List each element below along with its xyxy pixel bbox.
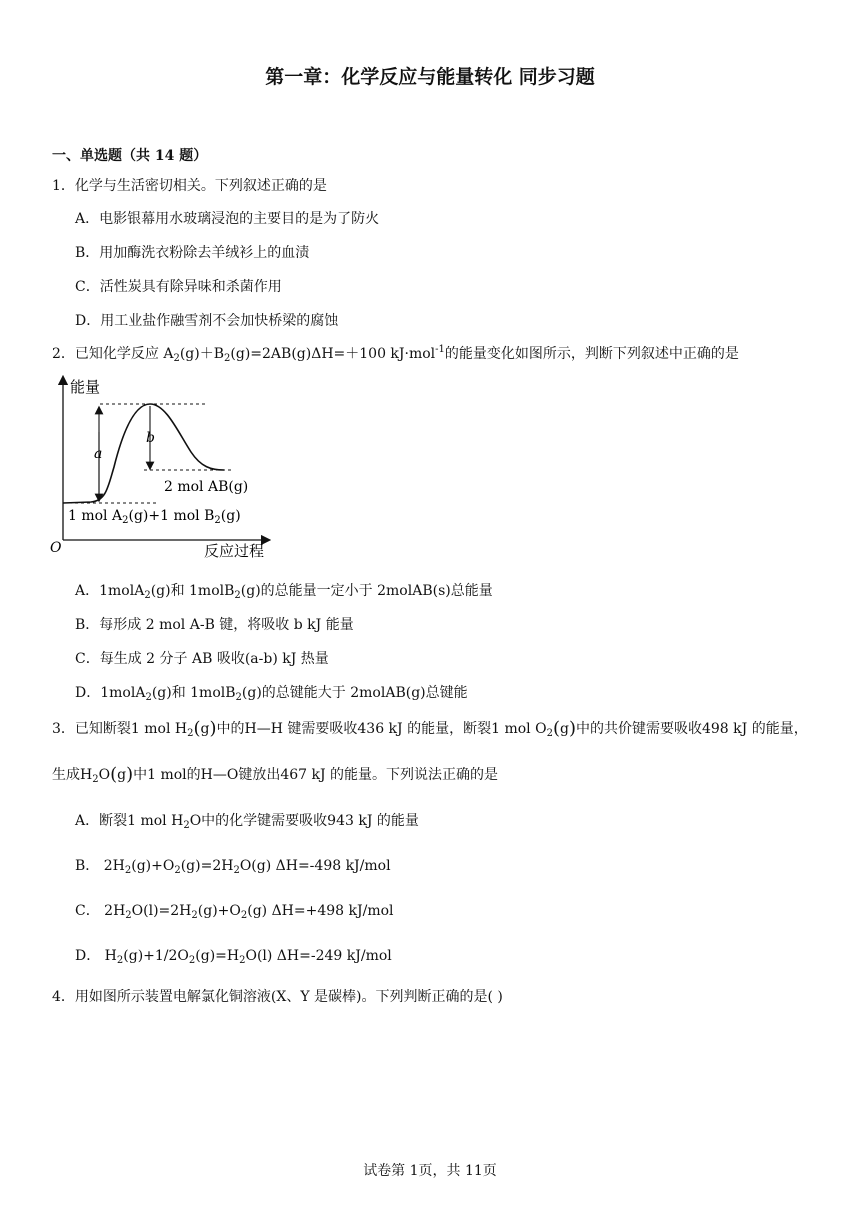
- energy-diagram: [46, 372, 276, 562]
- question-2-stem: 2．已知化学反应 $A_2(g)+B_2(g)=2AB(g)\Delta H=+100$ kJ·mol$^{-1}$的能量变化如图所示，判断下列叙述中正确的是: [52, 344, 739, 364]
- question-1-stem: 1．化学与生活密切相关。下列叙述正确的是: [52, 178, 327, 194]
- question-3-stem-line-1: 3．已知断裂1 mol $H_2(g)$中的H—H 键需要吸收436 kJ 的能量，断裂1 mol $O_2(g)$中的共价键需要吸收498 kJ 的能量，: [52, 718, 808, 739]
- question-2-option-b: B．每形成 2 mol A-B 键，将吸收 b kJ 能量: [75, 617, 354, 633]
- question-1-option-c: C．活性炭具有除异味和杀菌作用: [75, 279, 282, 295]
- page-footer: 试卷第 1页，共 11页: [363, 1163, 497, 1179]
- question-3-option-c: C． $2H_2O(l)=2H_2(g)+O_2(g)$ ΔH=+498 kJ/mol: [75, 903, 394, 921]
- question-2-option-a: A．1molA$_2$(g)和 1molB$_2$(g)的总能量一定小于 2molAB(s)总能量: [75, 583, 493, 601]
- origin-label: O: [50, 540, 62, 556]
- page-title: 第一章：化学反应与能量转化 同步习题: [265, 66, 595, 88]
- y-axis-label: 能量: [70, 378, 101, 396]
- question-4-stem: 4．用如图所示装置电解氯化铜溶液(X、Y 是碳棒)。下列判断正确的是( ): [52, 989, 503, 1005]
- question-1-option-b: B．用加酶洗衣粉除去羊绒衫上的血渍: [75, 245, 310, 261]
- section-heading: 一、单选题（共 14 题）: [52, 148, 208, 164]
- question-3-option-a: A．断裂1 mol $H_2O$中的化学键需要吸收943 kJ 的能量: [75, 813, 419, 831]
- label-a: a: [94, 446, 103, 462]
- question-3-option-d: D． $H_2(g)+1/2O_2(g)=H_2O(l)$ ΔH=-249 kJ/mol: [75, 948, 392, 966]
- question-1-option-d: D．用工业盐作融雪剂不会加快桥梁的腐蚀: [75, 313, 339, 329]
- x-axis-label: 反应过程: [204, 542, 265, 560]
- label-b: b: [146, 430, 155, 446]
- product-label: 2 mol AB(g): [164, 479, 249, 495]
- question-3-stem-line-2: 生成$H_2O(g)$中1 mol的H—O键放出467 kJ 的能量。下列说法正确的是: [52, 764, 499, 785]
- question-3-option-b: B． $2H_2(g)+O_2(g)=2H_2O(g)$ ΔH=-498 kJ/mol: [75, 858, 391, 876]
- question-1-option-a: A．电影银幕用水玻璃浸泡的主要目的是为了防火: [75, 211, 380, 227]
- reactant-label: 1 mol A2(g)+1 mol B2(g): [68, 508, 241, 526]
- question-2-option-c: C．每生成 2 分子 AB 吸收(a-b) kJ 热量: [75, 651, 329, 667]
- question-2-option-d: D．1molA$_2$(g)和 1molB$_2$(g)的总键能大于 2molAB(g)总键能: [75, 685, 468, 703]
